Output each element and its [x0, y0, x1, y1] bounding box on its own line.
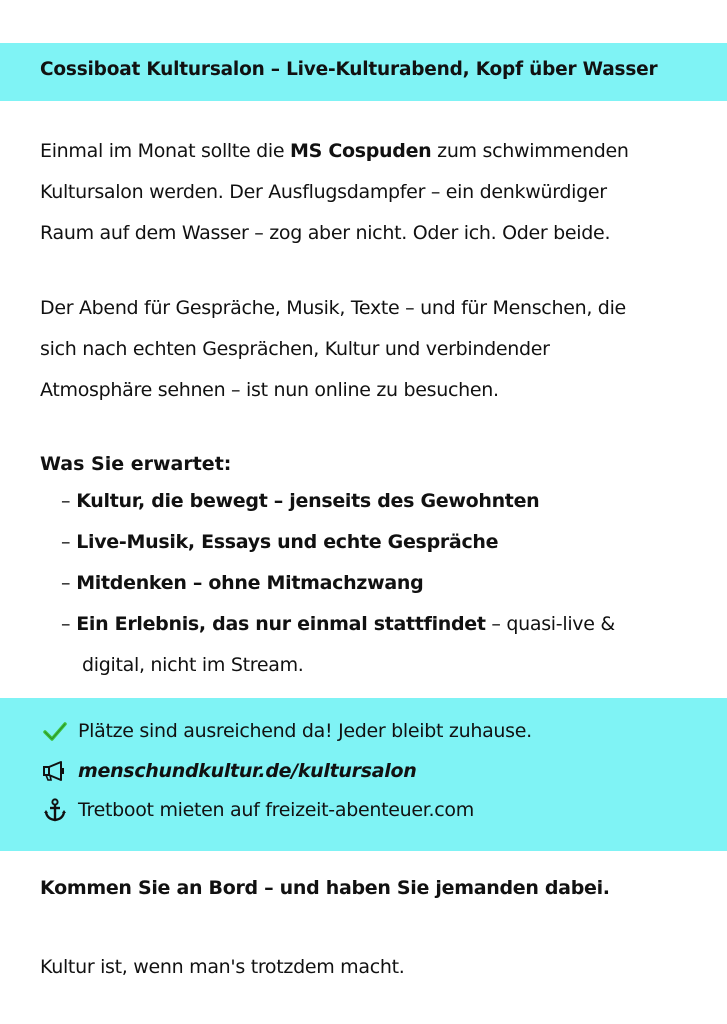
boat-text: Tretboot mieten auf freizeit-abenteuer.com — [78, 799, 474, 821]
aboard-text: Kommen Sie an Bord – und haben Sie jemanden dabei. — [40, 877, 610, 899]
info-seats — [42, 718, 532, 744]
intro-paragraph — [40, 131, 700, 254]
ship-name: MS Cospuden — [290, 140, 432, 162]
expect-heading: Was Sie erwartet: — [40, 453, 232, 475]
expect-list — [61, 481, 701, 686]
megaphone-icon — [42, 758, 68, 784]
seats-text: Plätze sind ausreichend da! Jeder bleibt zuhause. — [78, 720, 532, 742]
list-item: – Ein Erlebnis, das nur einmal stattfindet – quasi-live & — [61, 613, 615, 635]
list-item: – Kultur, die bewegt – jenseits des Gewohnten — [61, 490, 540, 512]
intro-line-3: Raum auf dem Wasser – zog aber nicht. Oder ich. Oder beide. — [40, 222, 611, 244]
checkmark-icon — [42, 718, 68, 744]
info-boat — [42, 797, 474, 823]
evening-line-3: Atmosphäre sehnen – ist nun online zu besuchen. — [40, 379, 499, 401]
closing-text: Kultur ist, wenn man's trotzdem macht. — [40, 956, 405, 978]
intro-line-1: Einmal im Monat sollte die MS Cospuden zum schwimmenden — [40, 140, 629, 162]
evening-line-1: Der Abend für Gespräche, Musik, Texte – und für Menschen, die — [40, 297, 626, 319]
list-item: – Live-Musik, Essays und echte Gespräche — [61, 531, 499, 553]
evening-paragraph — [40, 288, 700, 411]
intro-line-2: Kultursalon werden. Der Ausflugsdampfer – ein denkwürdiger — [40, 181, 607, 203]
list-item: – Mitdenken – ohne Mitmachzwang — [61, 572, 424, 594]
anchor-icon — [42, 797, 68, 823]
kultursalon-link[interactable]: menschundkultur.de/kultursalon — [78, 760, 417, 782]
page-title: Cossiboat Kultursalon – Live-Kulturabend, Kopf über Wasser — [40, 59, 658, 80]
list-item-continuation: digital, nicht im Stream. — [82, 654, 304, 676]
evening-line-2: sich nach echten Gesprächen, Kultur und verbindender — [40, 338, 550, 360]
info-link[interactable] — [42, 758, 416, 784]
